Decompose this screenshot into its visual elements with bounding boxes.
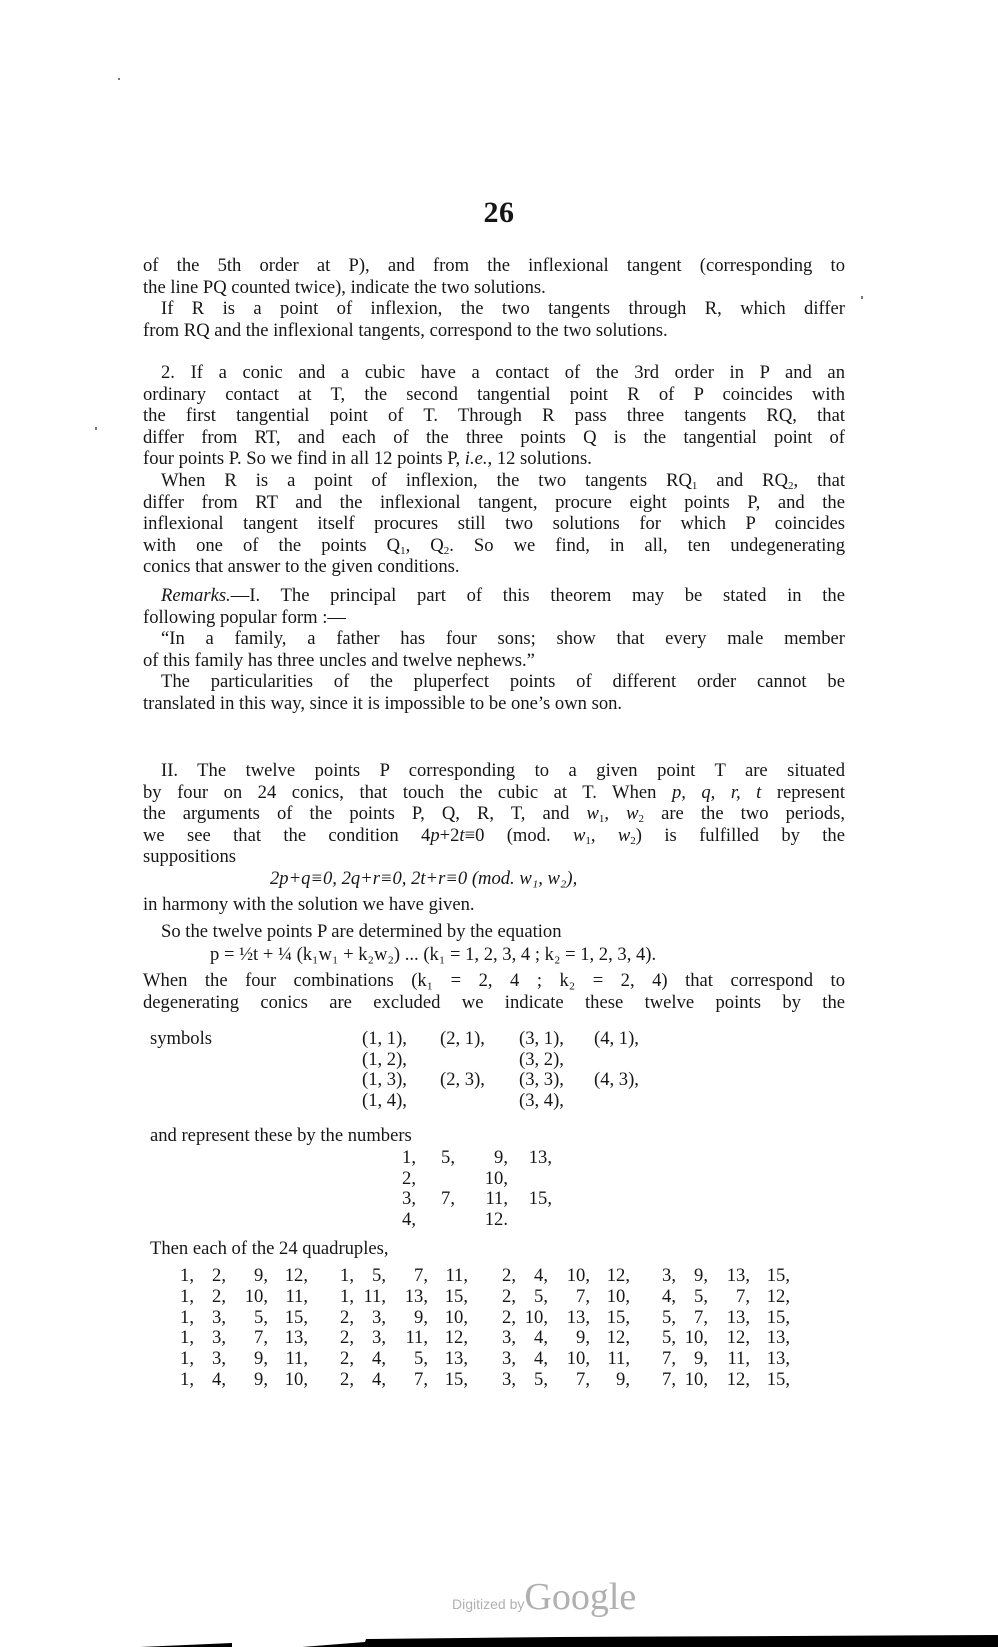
quadruple-value: 4, xyxy=(534,1327,548,1349)
text-line: four points P. So we find in all 12 points P, i.e., 12 solutions. xyxy=(143,448,592,470)
text-line: degenerating conics are excluded we indicate these twelve points by the xyxy=(143,991,845,1013)
quadruple-value: 1, xyxy=(180,1368,194,1390)
quadruple-value: 4, xyxy=(372,1368,386,1390)
text-line: II. The twelve points P corresponding to a given point T are situated xyxy=(161,760,845,781)
text-line: So the twelve points P are determined by the equation xyxy=(161,920,562,942)
quadruple-value: 1, xyxy=(180,1327,194,1349)
text-line: conics that answer to the given conditions. xyxy=(143,556,460,578)
quadruple-value: 7, xyxy=(662,1348,676,1370)
combinations-paragraph xyxy=(143,970,845,1013)
quadruple-value: 12, xyxy=(726,1368,750,1390)
quadruple-value: 11, xyxy=(727,1348,750,1370)
quadruple-value: 11, xyxy=(607,1348,630,1370)
point-number: 13, xyxy=(528,1147,552,1168)
quadruple-value: 15, xyxy=(766,1306,790,1328)
numbers-intro: and represent these by the numbers xyxy=(150,1125,412,1146)
paragraph-continuation xyxy=(143,255,845,341)
quadruple-value: 1, xyxy=(180,1285,194,1307)
text-line: Remarks.—I. The principal part of this theorem may be stated in the xyxy=(161,585,845,606)
quadruple-value: 7, xyxy=(576,1285,590,1307)
quadruple-value: 7, xyxy=(694,1306,708,1328)
quadruple-value: 12, xyxy=(606,1265,630,1286)
quadruple-value: 7, xyxy=(736,1285,750,1307)
quadruple-value: 13, xyxy=(566,1306,590,1328)
symbol-pair: (2, 1), xyxy=(440,1028,485,1049)
quadruple-value: 12, xyxy=(726,1327,750,1349)
quadruple-value: 9, xyxy=(254,1368,268,1390)
quadruple-value: 4, xyxy=(534,1265,548,1286)
symbols-label: symbols xyxy=(150,1028,212,1049)
quadruple-value: 11, xyxy=(405,1327,428,1349)
point-number: 5, xyxy=(441,1147,455,1168)
point-number: 7, xyxy=(441,1188,455,1210)
point-number: 3, xyxy=(402,1188,416,1210)
watermark-prefix: Digitized by xyxy=(452,1596,525,1612)
text-line: inflexional tangent itself procures still two solutions for which P coincides xyxy=(143,513,845,535)
quadruple-value: 4, xyxy=(372,1348,386,1370)
page-edge-segment xyxy=(140,1643,232,1647)
text-line: The particularities of the pluperfect points of different order cannot be xyxy=(161,671,845,693)
text-line: we see that the condition 4p+2t≡0 (mod. $w_1$, $w_2$) is fulfilled by the xyxy=(143,824,845,847)
text-line: in harmony with the solution we have given. xyxy=(143,894,475,915)
text-line: following popular form :— xyxy=(143,606,346,628)
remarks-label: Remarks. xyxy=(161,585,231,606)
text-line: from RQ and the inflexional tangents, correspond to the two solutions. xyxy=(143,319,668,341)
quadruple-value: 10, xyxy=(684,1327,708,1349)
quadruple-value: 2, xyxy=(340,1327,354,1349)
quadruple-value: 5, xyxy=(534,1285,548,1307)
quadruple-value: 2, xyxy=(340,1368,354,1390)
quadruple-value: 11, xyxy=(445,1265,468,1286)
quadruple-value: 2, xyxy=(340,1348,354,1370)
quadruple-value: 1, xyxy=(340,1265,354,1286)
quadruple-value: 5, xyxy=(694,1285,708,1307)
quadruple-value: 9, xyxy=(254,1348,268,1370)
quadruple-value: 5, xyxy=(662,1327,676,1349)
quadruple-value: 12, xyxy=(606,1327,630,1349)
quadruple-value: 3, xyxy=(502,1348,516,1370)
quadruple-value: 12, xyxy=(284,1265,308,1286)
quadruple-value: 3, xyxy=(662,1265,676,1286)
quadruple-value: 5, xyxy=(414,1348,428,1370)
quadruple-value: 13, xyxy=(726,1265,750,1286)
quadruple-value: 13, xyxy=(766,1348,790,1370)
quadruple-value: 13, xyxy=(726,1306,750,1328)
page-number: 26 xyxy=(483,196,515,229)
page-edge-shadow xyxy=(0,1620,998,1647)
symbol-pair: (3, 2), xyxy=(519,1048,564,1070)
text-line: ordinary contact at T, the second tangential point R of P coincides with xyxy=(143,383,845,405)
quadruple-value: 15, xyxy=(766,1265,790,1286)
quadruple-value: 4, xyxy=(212,1368,226,1390)
scan-speck xyxy=(95,427,97,430)
text-line: suppositions xyxy=(143,846,236,868)
point-number: 2, xyxy=(402,1167,416,1189)
text-line: “In a family, a father has four sons; show that every male member xyxy=(161,628,845,650)
symbol-pair: (4, 3), xyxy=(594,1069,639,1091)
harmony-paragraph xyxy=(143,894,845,942)
quadruple-value: 13, xyxy=(404,1285,428,1307)
point-number: 1, xyxy=(402,1147,416,1168)
text-line: by four on 24 conics, that touch the cubic at T. When p, q, r, t represent xyxy=(143,781,845,803)
quadruple-value: 9, xyxy=(694,1265,708,1286)
quadruple-value: 10, xyxy=(284,1368,308,1390)
section-II xyxy=(143,760,845,868)
quadruple-value: 1, xyxy=(340,1285,354,1307)
symbol-pair: (1, 1), xyxy=(362,1028,407,1049)
quadruple-value: 5, xyxy=(254,1306,268,1328)
quadruple-value: 15, xyxy=(766,1368,790,1390)
text-line: differ from RT, and each of the three points Q is the tangential point of xyxy=(143,426,845,448)
section-2 xyxy=(143,362,845,578)
quadruple-value: 2, xyxy=(340,1306,354,1328)
point-number: 12. xyxy=(484,1208,508,1230)
quadruple-value: 2, xyxy=(502,1265,516,1286)
remarks-section xyxy=(143,585,845,715)
quadruple-value: 10, xyxy=(444,1306,468,1328)
quadruple-value: 12, xyxy=(444,1327,468,1349)
google-logo-text: Google xyxy=(524,1576,637,1618)
quadruple-value: 3, xyxy=(212,1327,226,1349)
text-line: the first tangential point of T. Through R pass three tangents RQ, that xyxy=(143,405,845,427)
symbol-pair: (3, 4), xyxy=(519,1089,564,1111)
text-line: with one of the points $Q_1$, $Q_2$. So we find, in all, ten undegenerating xyxy=(143,534,845,557)
equation-suppositions: 2p+q≡0, 2q+r≡0, 2t+r≡0 (mod. w₁, w₂), xyxy=(270,868,578,889)
quadruple-value: 3, xyxy=(212,1306,226,1328)
quadruple-value: 2, xyxy=(502,1306,516,1328)
point-number: 4, xyxy=(402,1208,416,1230)
quadruple-value: 9, xyxy=(616,1368,630,1390)
quadruple-value: 3, xyxy=(372,1327,386,1349)
quadruple-value: 9, xyxy=(254,1265,268,1286)
quadruple-value: 5, xyxy=(534,1368,548,1390)
quadruple-value: 10, xyxy=(244,1285,268,1307)
digitized-by-google-watermark xyxy=(452,1575,636,1619)
text-line: When the four combinations (k₁ = 2, 4 ; k₂ = 2, 4) that correspond to xyxy=(143,970,845,991)
quadruple-value: 11, xyxy=(363,1285,386,1307)
text-line: translated in this way, since it is impossible to be one’s own son. xyxy=(143,692,623,714)
point-number: 11, xyxy=(485,1188,508,1210)
quadruple-value: 7, xyxy=(576,1368,590,1390)
text-line: the arguments of the points P, Q, R, T, and $w_1$, $w_2$ are the two periods, xyxy=(143,803,845,826)
quadruple-value: 9, xyxy=(414,1306,428,1328)
quadruple-value: 10, xyxy=(684,1368,708,1390)
quadruple-value: 2, xyxy=(502,1285,516,1307)
quadruple-value: 4, xyxy=(534,1348,548,1370)
symbol-pair: (1, 4), xyxy=(362,1089,407,1111)
quadruple-value: 12, xyxy=(766,1285,790,1307)
quadruple-value: 3, xyxy=(502,1327,516,1349)
quadruple-value: 15, xyxy=(444,1368,468,1390)
quadruple-value: 1, xyxy=(180,1348,194,1370)
point-number: 15, xyxy=(528,1188,552,1210)
symbol-pair: (3, 3), xyxy=(519,1069,564,1091)
quadruple-value: 3, xyxy=(212,1348,226,1370)
text-line: the line PQ counted twice), indicate the two solutions. xyxy=(143,276,546,298)
quadruple-value: 7, xyxy=(414,1368,428,1390)
quadruple-value: 10, xyxy=(606,1285,630,1307)
text-line: When R is a point of inflexion, the two tangents $RQ_1$ and $RQ_2$, that xyxy=(161,469,845,492)
text-line: of the 5th order at P), and from the inflexional tangent (corresponding to xyxy=(143,255,845,276)
scan-speck xyxy=(118,78,120,80)
quadruple-value: 3, xyxy=(372,1306,386,1328)
quadruples-intro: Then each of the 24 quadruples, xyxy=(150,1238,389,1259)
symbol-pair: (4, 1), xyxy=(594,1028,639,1049)
symbol-pair: (1, 3), xyxy=(362,1069,407,1091)
quadruple-value: 7, xyxy=(662,1368,676,1390)
equation-points: p = ½t + ¼ (k₁w₁ + k₂w₂) ... (k₁ = 1, 2, 3, 4 ; k₂ = 1, 2, 3, 4). xyxy=(210,944,657,965)
quadruple-value: 15, xyxy=(284,1306,308,1328)
quadruple-value: 10, xyxy=(566,1348,590,1370)
text-line: 2. If a conic and a cubic have a contact of the 3rd order in P and an xyxy=(161,362,845,383)
point-number: 9, xyxy=(494,1147,508,1168)
text-line: If R is a point of inflexion, the two tangents through R, which differ xyxy=(161,298,845,320)
quadruple-value: 3, xyxy=(502,1368,516,1390)
quadruple-value: 9, xyxy=(576,1327,590,1349)
symbol-pair: (1, 2), xyxy=(362,1048,407,1070)
symbol-pair: (3, 1), xyxy=(519,1028,564,1049)
text-line: differ from RT and the inflexional tangent, procure eight points P, and the xyxy=(143,491,845,513)
scan-speck xyxy=(861,296,863,299)
quadruple-value: 1, xyxy=(180,1306,194,1328)
quadruple-value: 11, xyxy=(285,1285,308,1307)
quadruple-value: 7, xyxy=(254,1327,268,1349)
quadruple-value: 11, xyxy=(285,1348,308,1370)
quadruple-value: 15, xyxy=(444,1285,468,1307)
quadruple-value: 5, xyxy=(372,1265,386,1286)
quadruple-value: 9, xyxy=(694,1348,708,1370)
quadruple-value: 15, xyxy=(606,1306,630,1328)
quadruple-value: 2, xyxy=(212,1265,226,1286)
quadruple-value: 1, xyxy=(180,1265,194,1286)
quadruple-value: 10, xyxy=(566,1265,590,1286)
quadruple-value: 10, xyxy=(524,1306,548,1328)
quadruple-value: 2, xyxy=(212,1285,226,1307)
quadruple-value: 13, xyxy=(444,1348,468,1370)
quadruple-value: 13, xyxy=(284,1327,308,1349)
quadruple-value: 7, xyxy=(414,1265,428,1286)
text-line: of this family has three uncles and twelve nephews.” xyxy=(143,649,535,671)
point-number: 10, xyxy=(484,1167,508,1189)
quadruple-value: 13, xyxy=(766,1327,790,1349)
symbol-pair: (2, 3), xyxy=(440,1069,485,1091)
quadruple-value: 4, xyxy=(662,1285,676,1307)
quadruple-value: 5, xyxy=(662,1306,676,1328)
page-edge-segment xyxy=(302,1635,998,1647)
